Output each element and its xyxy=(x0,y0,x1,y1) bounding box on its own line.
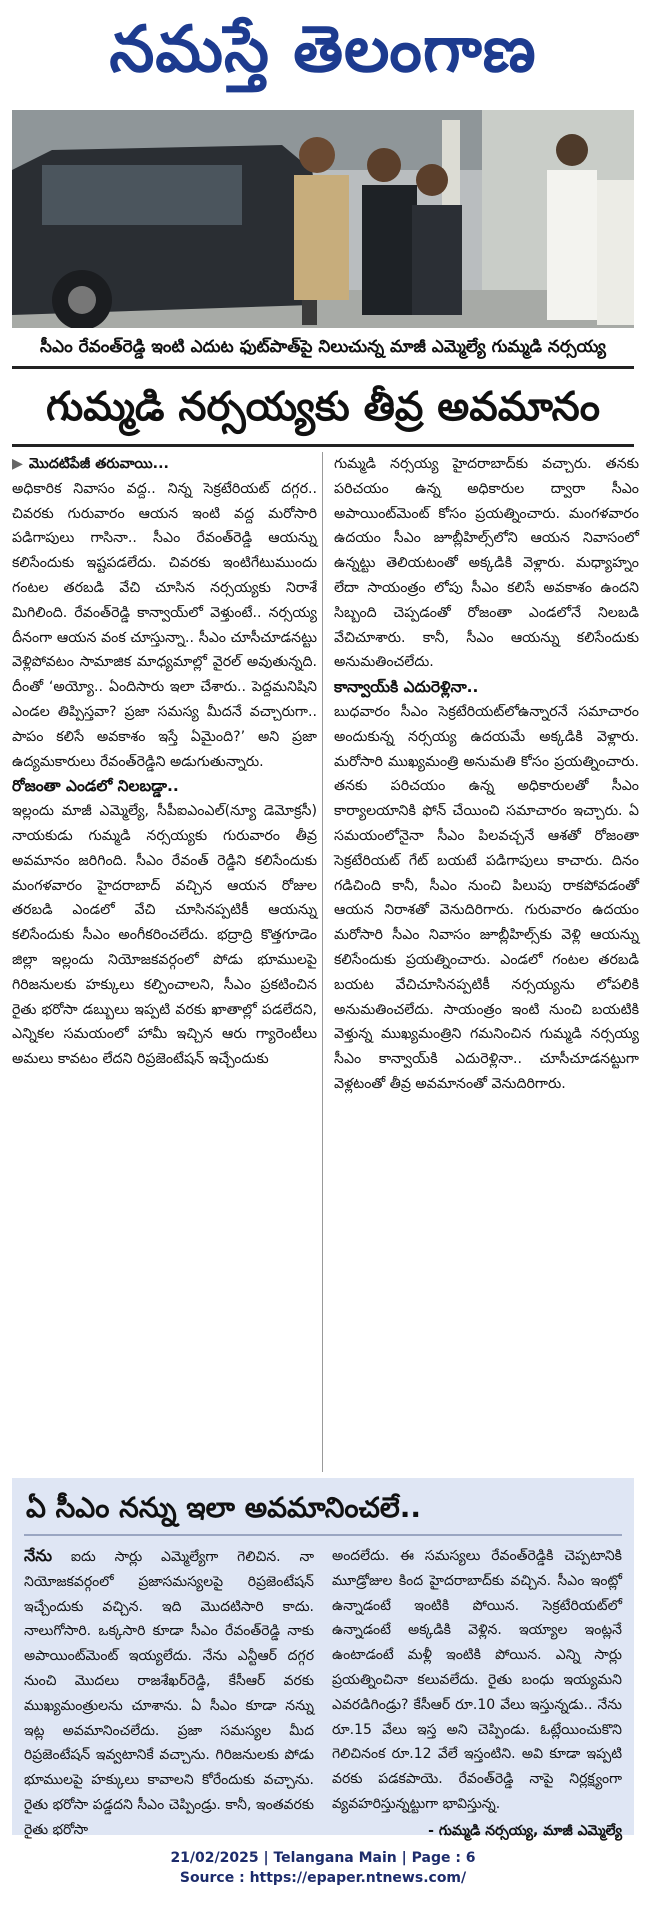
news-photo xyxy=(12,110,634,328)
continued-from-front-page xyxy=(12,452,317,477)
article-paragraph: గుమ్మడి నర్సయ్య హైదరాబాద్‌కు వచ్చారు. తనకు పరిచయం ఉన్న అధికారుల ద్వారా సీఎం అపాయింట్‌మెంట్‌ కోసం ప్రయత్నించారు. మంగళవారం ఉదయం సీఎం జూబ్లీహిల్స్‌లోని ఆయన నివాసంలో ఉన్నట్టు తెలియటంతో అక్కడికి వెళ్లారు. మధ్యాహ్నం లేదా సాయంత్రం లోపు సీఎం కలిసే అవకాశం ఉందని సిబ్బంది చెప్పడంతో రోజంతా ఎండలోనే నిలబడి వేచిచూశారు. కానీ, సీఎం ఆయన్ను కలిసేందుకు అనుమతించలేదు. xyxy=(334,456,639,671)
headline-divider xyxy=(12,444,634,447)
quote-box xyxy=(12,1478,634,1839)
article-paragraph: ఇల్లందు మాజీ ఎమ్మెల్యే, సీపీఐఎంఎల్‌(న్యూ డెమోక్రసీ) నాయకుడు గుమ్మడి నర్సయ్యకు గురువారం తీవ్ర అవమానం జరిగింది. సీఎం రేవంత్‌ రెడ్డిని కలిసేందుకు మంగళవారం హైదరాబాద్‌ వచ్చిన ఆయన రోజుల తరబడి ఎండలో వేచి చూసినప్పటికీ ఆయన్ను కలిసేందుకు సీఎం అంగీకరించలేదు. భద్రాద్రి కొత్తగూడెం జిల్లా ఇల్లందు నియోజకవర్గంలో పోడు భూములపై గిరిజనులకు హక్కులు కల్పించాలని, సీఎం ప్రకటించిన రైతు భరోసా డబ్బులు ఇప్పటి వరకు ఖాతాల్లో పడలేదని, ఎన్నికల సమయంలో హామీ ఇచ్చిన ఆరు గ్యారెంటీలు అమలు కావటం లేదని రిప్రజెంటేషన్‌ ఇచ్చేందుకు xyxy=(12,803,317,1068)
triangle-icon: ▶ xyxy=(12,456,23,472)
article-paragraph: అధికారిక నివాసం వద్ద.. నిన్న సెక్రటేరియట్‌ దగ్గర.. చివరకు గురువారం ఆయన ఇంటి వద్ద మరోసారి పడిగాపులు గాసినా.. సీఎం రేవంత్‌రెడ్డి ఆయన్ను కలిసేందుకు ఇష్టపడలేదు. చివరకు ఇంటిగేటుముందు గంటల తరబడి వేచి చూసిన నర్సయ్యకు నిరాశే మిగిలింది. రేవంత్‌రెడ్డి కాన్వాయ్‌లో వెళ్తుంటే.. నర్సయ్య దీనంగా ఆయన వంక చూస్తున్నా.. సీఎం చూసీచూడనట్టు వెళ్లిపోవటం సామాజిక మాధ్యమాల్లో వైరల్‌ అవుతున్నది. దీంతో ‘అయ్యో.. ఏందిసారు ఇలా చేశారు.. పెద్దమనిషిని ఎండల తిప్పిస్తవా? ప్రజా సమస్య మీదనే వచ్చారుగా.. పాపం కలిసే అవకాశం ఇస్తే ఏమైంది?’ అని ప్రజా ఉద్యమకారులు రేవంత్‌రెడ్డిని అడుగుతున్నారు. xyxy=(12,480,317,770)
quote-column-right xyxy=(332,1544,622,1844)
source-link[interactable]: Source : https://epaper.ntnews.com/ xyxy=(179,1870,467,1886)
article-paragraph: బుధవారం సీఎం సెక్రటేరియట్‌లోఉన్నారనే సమాచారం అందుకున్న నర్సయ్య ఉదయమే అక్కడికి వెళ్లారు. మరోసారి ముఖ్యమంత్రి అనుమతి కోసం ప్రయత్నించారు. తనకు పరిచయం ఉన్న అధికారులతో సీఎం కార్యాలయానికి ఫోన్‌ చేయించి సమాచారం ఇచ్చారు. ఏ సమయంలోనైనా సీఎం పిలవచ్చనే ఆశతో రోజంతా సెక్రటేరియట్‌ గేట్‌ బయటే పడిగాపులు కాచారు. దినం గడిచింది కానీ, సీఎం నుంచి పిలుపు రాకపోవడంతో ఆయన నిరాశతో వెనుదిరిగారు. గురువారం ఉదయం మరోసారి సీఎం నివాసం జూబ్లీహిల్స్‌కు వెళ్లి ఆయన్ను కలిసేందుకు ప్రయత్నించారు. ఎండలో గంటల తరబడి బయట వేచిచూసినప్పటికీ నర్సయ్యను లోపలికి అనుమతించలేదు. సాయంత్రం ఇంటి నుంచి బయటికి వెళ్తున్న ముఖ్యమంత్రిని గమనించిన గుమ్మడి నర్సయ్య సీఎం కాన్వాయ్‌కి ఎదురెళ్లినా.. చూసీచూడనట్టుగా వెళ్లటంతో తీవ్ర అవమానంతో వెనుదిరిగారు. xyxy=(334,703,639,1092)
quote-box-heading: ఏ సీఎం నన్ను ఇలా అవమానించలే.. xyxy=(26,1491,422,1524)
quote-text: అందలేదు. ఈ సమస్యలు రేవంత్‌రెడ్డికి చెప్పటానికి మూడ్రోజుల కింద హైదరాబాద్‌కు వచ్చిన. సీఎం ఇంట్లో ఉన్నాడంటే ఇంటికి పోయిన. సెక్రటేరియట్‌లో ఉన్నాడంటే అక్కడికి వెళ్లిన. ఇయ్యాల ఇంట్లనే ఉంటాడంటే మళ్లీ ఇంటికి పోయిన. ఎన్ని సార్లు ప్రయత్నించినా కలువలేదు. రైతు బంధు ఇయ్యమని ఎవరడిగిండ్రు? కేసీఆర్‌ రూ.10 వేలు ఇస్తున్నడు.. నేను రూ.15 వేలు ఇస్త అని చెప్పిండు. ఓట్లేయించుకొని గెలిచినంక రూ.12 వేలే ఇస్తంటిని. అవి కూడా ఇప్పటి వరకు పడకపాయె. రేవంత్‌రెడ్డి నాపై నిర్లక్ష్యంగా వ్యవహరిస్తున్నట్టుగా భావిస్తున్న. xyxy=(332,1548,622,1812)
edition-info: 21/02/2025 | Telangana Main | Page : 6 xyxy=(170,1850,476,1866)
caption-divider xyxy=(12,366,634,369)
masthead xyxy=(0,0,646,100)
article-headline: గుమ్మడి నర్సయ్యకు తీవ్ర అవమానం xyxy=(46,384,600,430)
quote-text: ఐదు సార్లు ఎమ్మెల్యేగా గెలిచిన. నా నియోజకవర్గంలో ప్రజాసమస్యలపై రిప్రజెంటేషన్‌ ఇచ్చేందుకు వచ్చిన. ఇది మొదటిసారి కాదు. నాలుగోసారి. ఒక్కసారి కూడా సీఎం రేవంత్‌రెడ్డి నాకు అపాయింట్‌మెంట్‌ ఇయ్యలేదు. నేను ఎన్టీఆర్‌ దగ్గర నుంచి మొదలు రాజశేఖర్‌రెడ్డి, కేసీఆర్‌ వరకు ముఖ్యమంత్రులను చూశాను. ఏ సీఎం కూడా నన్ను ఇట్ల అవమానించలేదు. ప్రజా సమస్యల మీద రిప్రజెంటేషన్‌ ఇవ్వటానికే వచ్చాను. గిరిజనులకు పోడు భూములపై హక్కులు కావాలని కోరేందుకు వచ్చాను. రైతు భరోసా పడ్డదని సీఎం చెప్పిండ్రు. కానీ, ఇంతవరకు రైతు భరోసా xyxy=(24,1549,314,1838)
news-photo-image xyxy=(12,110,634,328)
photo-caption: సీఎం రేవంత్‌రెడ్డి ఇంటి ఎదుట ఫుట్‌పాత్‌పై నిలుచున్న మాజీ ఎమ్మెల్యే గుమ్మడి నర్సయ్య xyxy=(40,337,606,357)
article-column-left xyxy=(12,452,317,1072)
newspaper-name: నమస్తే తెలంగాణ xyxy=(109,12,537,87)
jump-label: మొదటిపేజీ తరువాయి... xyxy=(28,456,169,472)
article-column-right xyxy=(334,452,639,1097)
quote-column-left xyxy=(24,1544,314,1843)
page-footer xyxy=(0,1848,646,1888)
quote-box-divider xyxy=(24,1534,622,1536)
article-subheading: రోజంతా ఎండలో నిలబడ్డా.. xyxy=(12,777,179,796)
quote-attribution: - గుమ్మడి నర్సయ్య, మాజీ ఎమ్మెల్యే xyxy=(428,1822,622,1839)
quote-lead-word: నేను xyxy=(24,1546,53,1565)
column-divider xyxy=(322,452,323,1472)
article-subheading: కాన్వాయ్‌కి ఎదురెళ్లినా.. xyxy=(334,678,479,697)
